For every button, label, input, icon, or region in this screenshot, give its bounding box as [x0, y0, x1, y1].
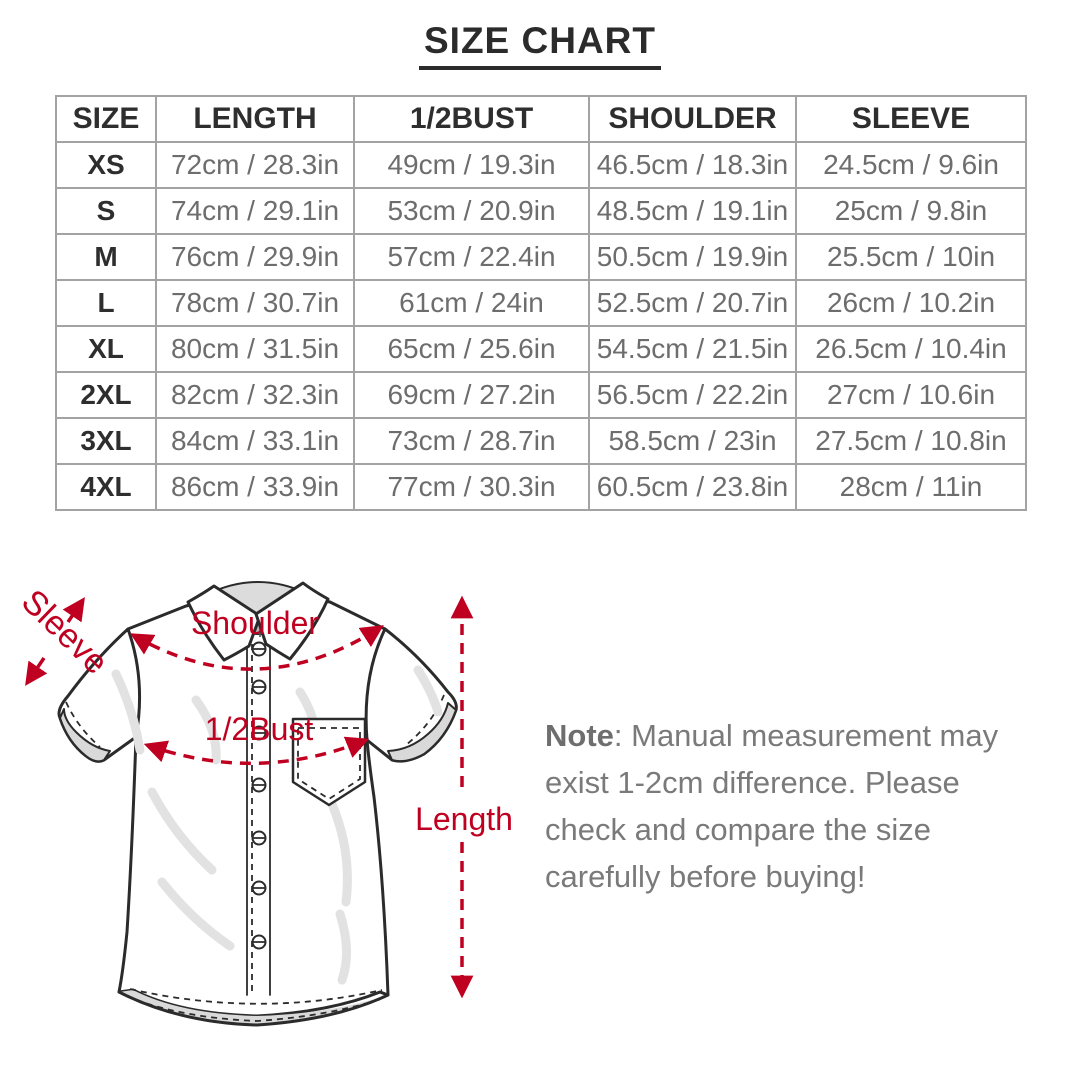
table-header-row — [56, 96, 1026, 142]
note-line: check and compare the size — [545, 812, 931, 847]
cell-bust: 73cm / 28.7in — [354, 418, 589, 464]
cell-sleeve: 28cm / 11in — [796, 464, 1026, 510]
table-row — [56, 280, 1026, 326]
table-row — [56, 464, 1026, 510]
cell-bust: 61cm / 24in — [354, 280, 589, 326]
cell-length: 78cm / 30.7in — [156, 280, 354, 326]
cell-bust: 77cm / 30.3in — [354, 464, 589, 510]
page-title-text: SIZE CHART — [419, 20, 661, 70]
note-line: Note: Manual measurement may — [545, 718, 999, 753]
cell-size: XS — [56, 142, 156, 188]
cell-bust: 69cm / 27.2in — [354, 372, 589, 418]
cell-length: 76cm / 29.9in — [156, 234, 354, 280]
sleeve-arrow-lower — [27, 658, 44, 683]
shoulder-label: Shoulder — [190, 605, 320, 641]
shirt-illustration — [59, 582, 456, 1025]
col-header-length: LENGTH — [156, 96, 354, 142]
table-row — [56, 188, 1026, 234]
cell-shoulder: 56.5cm / 22.2in — [589, 372, 796, 418]
table-row — [56, 326, 1026, 372]
cell-sleeve: 25.5cm / 10in — [796, 234, 1026, 280]
sleeve-label: Sleeve — [14, 582, 116, 682]
page-title — [0, 20, 1080, 70]
length-label: Length — [415, 801, 513, 837]
table-row — [56, 418, 1026, 464]
cell-sleeve: 26cm / 10.2in — [796, 280, 1026, 326]
cell-bust: 49cm / 19.3in — [354, 142, 589, 188]
cell-sleeve: 27cm / 10.6in — [796, 372, 1026, 418]
cell-sleeve: 27.5cm / 10.8in — [796, 418, 1026, 464]
cell-shoulder: 60.5cm / 23.8in — [589, 464, 796, 510]
cell-length: 72cm / 28.3in — [156, 142, 354, 188]
measurement-note — [545, 712, 1025, 900]
cell-size: 3XL — [56, 418, 156, 464]
col-header-shoulder: SHOULDER — [589, 96, 796, 142]
cell-shoulder: 46.5cm / 18.3in — [589, 142, 796, 188]
cell-sleeve: 24.5cm / 9.6in — [796, 142, 1026, 188]
cell-size: 4XL — [56, 464, 156, 510]
table-row — [56, 372, 1026, 418]
table-row — [56, 234, 1026, 280]
shirt-measurement-diagram — [0, 552, 520, 1080]
col-header-size: SIZE — [56, 96, 156, 142]
cell-size: 2XL — [56, 372, 156, 418]
cell-shoulder: 50.5cm / 19.9in — [589, 234, 796, 280]
bust-label: 1/2Bust — [204, 711, 314, 747]
cell-length: 74cm / 29.1in — [156, 188, 354, 234]
cell-bust: 53cm / 20.9in — [354, 188, 589, 234]
cell-bust: 65cm / 25.6in — [354, 326, 589, 372]
cell-size: L — [56, 280, 156, 326]
cell-size: S — [56, 188, 156, 234]
note-line: exist 1-2cm difference. Please — [545, 765, 960, 800]
cell-sleeve: 26.5cm / 10.4in — [796, 326, 1026, 372]
note-label: Note — [545, 718, 614, 753]
col-header-bust: 1/2BUST — [354, 96, 589, 142]
cell-bust: 57cm / 22.4in — [354, 234, 589, 280]
cell-shoulder: 48.5cm / 19.1in — [589, 188, 796, 234]
cell-size: M — [56, 234, 156, 280]
cell-size: XL — [56, 326, 156, 372]
cell-sleeve: 25cm / 9.8in — [796, 188, 1026, 234]
size-table — [55, 95, 1027, 511]
table-row — [56, 142, 1026, 188]
note-line: carefully before buying! — [545, 859, 866, 894]
cell-shoulder: 54.5cm / 21.5in — [589, 326, 796, 372]
cell-shoulder: 58.5cm / 23in — [589, 418, 796, 464]
cell-shoulder: 52.5cm / 20.7in — [589, 280, 796, 326]
cell-length: 82cm / 32.3in — [156, 372, 354, 418]
col-header-sleeve: SLEEVE — [796, 96, 1026, 142]
cell-length: 86cm / 33.9in — [156, 464, 354, 510]
cell-length: 84cm / 33.1in — [156, 418, 354, 464]
cell-length: 80cm / 31.5in — [156, 326, 354, 372]
